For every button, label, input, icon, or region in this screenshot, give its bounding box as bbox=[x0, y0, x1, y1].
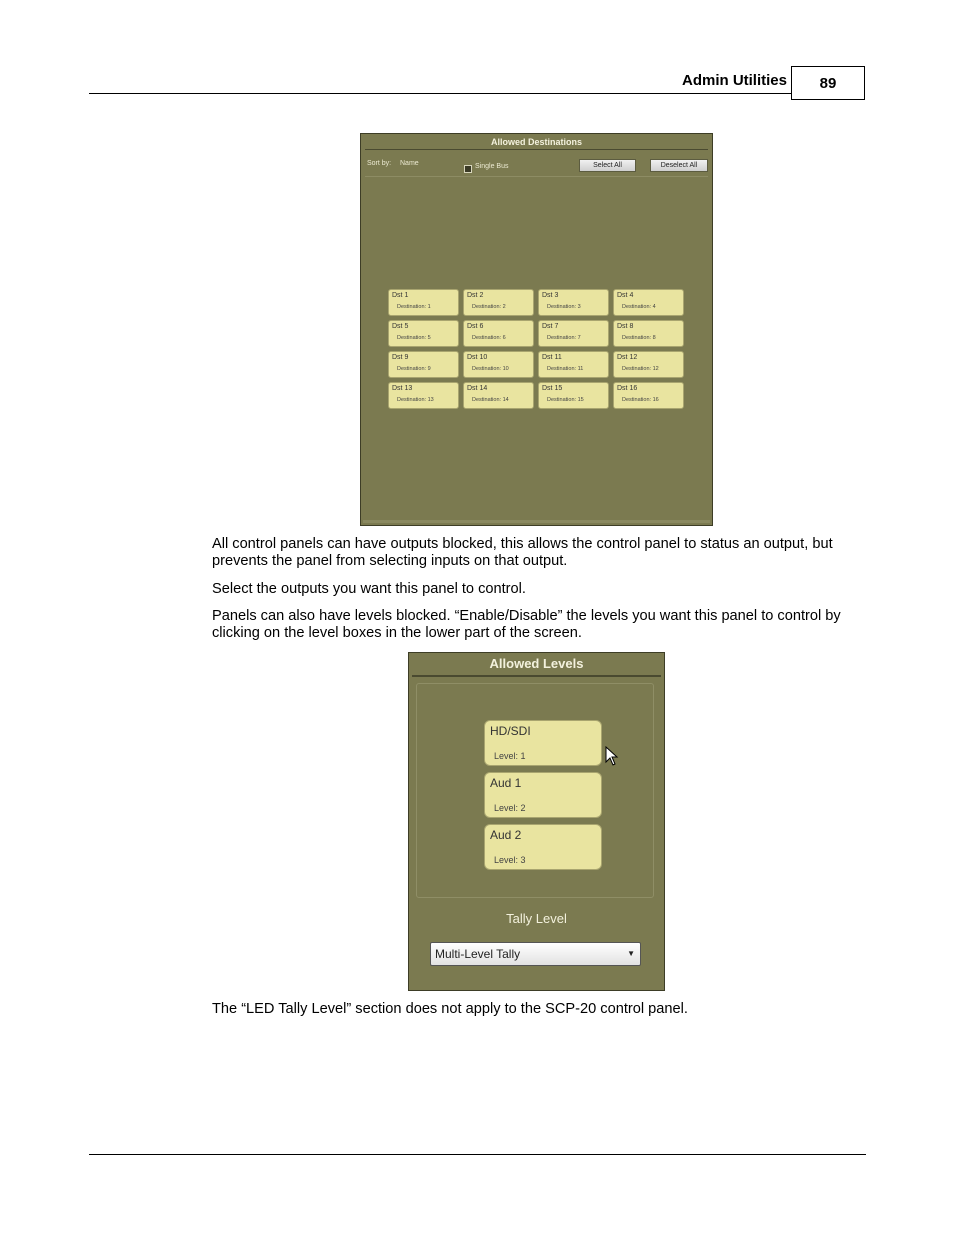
destination-name: Dst 13 bbox=[392, 385, 413, 392]
destination-name: Dst 8 bbox=[617, 323, 634, 330]
destination-number: Destination: 6 bbox=[472, 335, 506, 341]
destination-tile[interactable] bbox=[388, 289, 459, 316]
chevron-down-icon: ▼ bbox=[627, 949, 635, 958]
destination-number: Destination: 16 bbox=[622, 397, 659, 403]
dest-bottom-bar bbox=[363, 520, 710, 523]
destination-name: Dst 16 bbox=[617, 385, 638, 392]
levels-title: Allowed Levels bbox=[489, 656, 584, 671]
page-number bbox=[791, 66, 865, 100]
destination-name: Dst 14 bbox=[467, 385, 488, 392]
tally-level-dropdown[interactable] bbox=[430, 942, 641, 966]
level-card-aud-2[interactable] bbox=[484, 824, 602, 870]
destination-number: Destination: 4 bbox=[622, 304, 656, 310]
level-number: Level: 1 bbox=[494, 751, 526, 761]
destination-name: Dst 7 bbox=[542, 323, 559, 330]
levels-list-panel bbox=[416, 683, 654, 898]
destination-name: Dst 4 bbox=[617, 292, 634, 299]
allowed-destinations-screenshot bbox=[360, 133, 713, 526]
destination-name: Dst 2 bbox=[467, 292, 484, 299]
destination-number: Destination: 15 bbox=[547, 397, 584, 403]
destination-name: Dst 12 bbox=[617, 354, 638, 361]
level-name: Aud 1 bbox=[490, 776, 522, 790]
destination-tile[interactable] bbox=[538, 351, 609, 378]
deselect-all-button[interactable]: Deselect All bbox=[650, 159, 708, 172]
destination-tile[interactable] bbox=[388, 351, 459, 378]
destination-name: Dst 3 bbox=[542, 292, 559, 299]
destination-tile[interactable] bbox=[613, 289, 684, 316]
allowed-levels-screenshot bbox=[408, 652, 665, 991]
destination-name: Dst 15 bbox=[542, 385, 563, 392]
destination-name: Dst 11 bbox=[542, 354, 562, 361]
tally-level-label: Tally Level bbox=[506, 911, 567, 926]
destination-tile[interactable] bbox=[538, 382, 609, 409]
destination-number: Destination: 13 bbox=[397, 397, 434, 403]
paragraph-levels-blocked: Panels can also have levels blocked. “Enable/Disable” the levels you want this panel to control by clicking on the level boxes in the lower part of the screen. bbox=[212, 608, 841, 641]
destination-name: Dst 1 bbox=[392, 292, 409, 299]
destination-name: Dst 6 bbox=[467, 323, 484, 330]
level-number: Level: 2 bbox=[494, 803, 526, 813]
destination-number: Destination: 7 bbox=[547, 335, 581, 341]
destination-number: Destination: 2 bbox=[472, 304, 506, 310]
dest-toolbar-divider bbox=[365, 176, 708, 177]
level-name: HD/SDI bbox=[490, 724, 531, 738]
destination-tile[interactable] bbox=[538, 320, 609, 347]
destination-number: Destination: 14 bbox=[472, 397, 509, 403]
destination-number: Destination: 11 bbox=[547, 366, 584, 372]
single-bus-checkbox[interactable] bbox=[464, 165, 472, 173]
destination-tile[interactable] bbox=[388, 382, 459, 409]
sort-label: Sort by: bbox=[367, 160, 392, 167]
destination-name: Dst 10 bbox=[467, 354, 488, 361]
levels-title-divider bbox=[412, 675, 661, 677]
paragraph-outputs-blocked: All control panels can have outputs blocked, this allows the control panel to status an output, but prevents the panel from selecting inputs on that output. bbox=[212, 536, 833, 569]
destination-name: Dst 9 bbox=[392, 354, 409, 361]
destination-number: Destination: 1 bbox=[397, 304, 431, 310]
page-number-text: 89 bbox=[819, 74, 837, 92]
level-card-hd-sdi[interactable] bbox=[484, 720, 602, 766]
level-number: Level: 3 bbox=[494, 855, 526, 865]
tally-level-value: Multi-Level Tally bbox=[435, 947, 521, 961]
destination-number: Destination: 3 bbox=[547, 304, 581, 310]
single-bus-label: Single Bus bbox=[475, 163, 509, 170]
level-card-aud-1[interactable] bbox=[484, 772, 602, 818]
destination-tile[interactable] bbox=[613, 382, 684, 409]
paragraph-select-outputs: Select the outputs you want this panel to control. bbox=[212, 581, 526, 597]
footer-rule bbox=[89, 1154, 866, 1155]
destination-tile[interactable] bbox=[463, 351, 534, 378]
destination-grid bbox=[388, 289, 684, 409]
destination-number: Destination: 5 bbox=[397, 335, 431, 341]
destination-tile[interactable] bbox=[538, 289, 609, 316]
section-title: Admin Utilities bbox=[681, 72, 787, 89]
destination-tile[interactable] bbox=[463, 289, 534, 316]
sort-value[interactable]: Name bbox=[400, 160, 419, 167]
level-name: Aud 2 bbox=[490, 828, 522, 842]
destination-name: Dst 5 bbox=[392, 323, 409, 330]
mouse-pointer-icon bbox=[605, 746, 619, 766]
paragraph-led-tally: The “LED Tally Level” section does not apply to the SCP-20 control panel. bbox=[212, 1001, 688, 1017]
header-rule bbox=[89, 93, 791, 94]
destination-number: Destination: 8 bbox=[622, 335, 656, 341]
destination-number: Destination: 10 bbox=[472, 366, 509, 372]
destination-number: Destination: 12 bbox=[622, 366, 659, 372]
destination-tile[interactable] bbox=[613, 320, 684, 347]
dest-title: Allowed Destinations bbox=[490, 137, 582, 147]
destination-tile[interactable] bbox=[613, 351, 684, 378]
destination-number: Destination: 9 bbox=[397, 366, 431, 372]
select-all-button[interactable]: Select All bbox=[579, 159, 636, 172]
destination-tile[interactable] bbox=[463, 382, 534, 409]
destination-tile[interactable] bbox=[388, 320, 459, 347]
dest-title-divider bbox=[365, 149, 708, 150]
destination-tile[interactable] bbox=[463, 320, 534, 347]
